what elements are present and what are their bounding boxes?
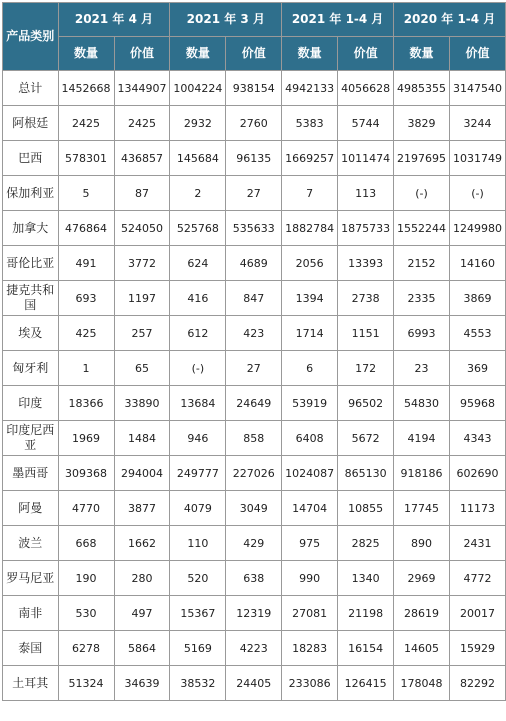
table-cell: 918186: [394, 456, 450, 491]
table-row: [3, 316, 506, 351]
table-cell: 54830: [394, 386, 450, 421]
table-cell: 2: [170, 176, 226, 211]
table-cell: 28619: [394, 596, 450, 631]
table-cell: 1031749: [449, 141, 505, 176]
table-cell: 11173: [449, 491, 505, 526]
table-cell: 4772: [449, 561, 505, 596]
table-cell: 425: [58, 316, 114, 351]
table-cell: 2425: [114, 106, 170, 141]
table-row: [3, 491, 506, 526]
table-cell: 4689: [226, 246, 282, 281]
table-cell: 1011474: [338, 141, 394, 176]
table-cell: 497: [114, 596, 170, 631]
table-cell: 1151: [338, 316, 394, 351]
table-cell: 602690: [449, 456, 505, 491]
table-cell: 14160: [449, 246, 505, 281]
row-label: 保加利亚: [3, 176, 59, 211]
table-cell: 2932: [170, 106, 226, 141]
header-qty: 数量: [282, 37, 338, 71]
table-cell: 975: [282, 526, 338, 561]
table-cell: 3244: [449, 106, 505, 141]
table-cell: 126415: [338, 666, 394, 701]
table-cell: (-): [394, 176, 450, 211]
table-cell: 530: [58, 596, 114, 631]
table-cell: 5744: [338, 106, 394, 141]
table-cell: 38532: [170, 666, 226, 701]
row-label: 阿曼: [3, 491, 59, 526]
table-cell: 172: [338, 351, 394, 386]
table-cell: 190: [58, 561, 114, 596]
row-label: 巴西: [3, 141, 59, 176]
table-cell: 4056628: [338, 71, 394, 106]
table-cell: 4553: [449, 316, 505, 351]
table-cell: 5672: [338, 421, 394, 456]
table-cell: 5: [58, 176, 114, 211]
table-cell: 2335: [394, 281, 450, 316]
table-cell: 1484: [114, 421, 170, 456]
table-row: [3, 421, 506, 456]
table-cell: 95968: [449, 386, 505, 421]
table-row: [3, 246, 506, 281]
table-cell: 6: [282, 351, 338, 386]
table-row: [3, 386, 506, 421]
table-cell: 1875733: [338, 211, 394, 246]
table-cell: 14704: [282, 491, 338, 526]
table-cell: 624: [170, 246, 226, 281]
header-qty: 数量: [58, 37, 114, 71]
table-cell: 65: [114, 351, 170, 386]
table-cell: 938154: [226, 71, 282, 106]
table-cell: 87: [114, 176, 170, 211]
table-cell: 233086: [282, 666, 338, 701]
trade-table: [2, 2, 506, 701]
table-cell: 82292: [449, 666, 505, 701]
table-cell: 5169: [170, 631, 226, 666]
table-cell: 2738: [338, 281, 394, 316]
table-cell: 294004: [114, 456, 170, 491]
header-period-3: 2021 年 1-4 月: [282, 3, 394, 37]
row-label: 加拿大: [3, 211, 59, 246]
table-cell: 4079: [170, 491, 226, 526]
table-cell: 18366: [58, 386, 114, 421]
table-cell: 4770: [58, 491, 114, 526]
row-label: 总计: [3, 71, 59, 106]
table-cell: 12319: [226, 596, 282, 631]
table-cell: 23: [394, 351, 450, 386]
table-cell: 6278: [58, 631, 114, 666]
table-cell: 21198: [338, 596, 394, 631]
table-cell: 847: [226, 281, 282, 316]
table-cell: 423: [226, 316, 282, 351]
table-cell: 1344907: [114, 71, 170, 106]
table-cell: 24649: [226, 386, 282, 421]
table-cell: 53919: [282, 386, 338, 421]
table-cell: 16154: [338, 631, 394, 666]
table-cell: 24405: [226, 666, 282, 701]
table-cell: 2425: [58, 106, 114, 141]
header-qty: 数量: [170, 37, 226, 71]
table-cell: 1340: [338, 561, 394, 596]
table-cell: 96135: [226, 141, 282, 176]
row-label: 阿根廷: [3, 106, 59, 141]
table-cell: 1249980: [449, 211, 505, 246]
table-cell: (-): [170, 351, 226, 386]
table-cell: 638: [226, 561, 282, 596]
table-cell: 13684: [170, 386, 226, 421]
table-cell: 110: [170, 526, 226, 561]
table-cell: 13393: [338, 246, 394, 281]
table-cell: 3869: [449, 281, 505, 316]
table-row: [3, 281, 506, 316]
table-cell: 5383: [282, 106, 338, 141]
header-val: 价值: [226, 37, 282, 71]
table-cell: 1197: [114, 281, 170, 316]
table-cell: 33890: [114, 386, 170, 421]
table-cell: 524050: [114, 211, 170, 246]
row-label: 泰国: [3, 631, 59, 666]
table-cell: 1552244: [394, 211, 450, 246]
row-label: 南非: [3, 596, 59, 631]
table-cell: 865130: [338, 456, 394, 491]
table-cell: 2197695: [394, 141, 450, 176]
table-cell: 96502: [338, 386, 394, 421]
table-cell: 27: [226, 176, 282, 211]
table-cell: 2825: [338, 526, 394, 561]
table-cell: 369: [449, 351, 505, 386]
header-period-4: 2020 年 1-4 月: [394, 3, 506, 37]
table-cell: 1882784: [282, 211, 338, 246]
table-row: [3, 456, 506, 491]
table-cell: 280: [114, 561, 170, 596]
table-cell: 535633: [226, 211, 282, 246]
table-cell: 693: [58, 281, 114, 316]
table-row: [3, 561, 506, 596]
table-row: [3, 211, 506, 246]
table-cell: 1714: [282, 316, 338, 351]
table-row: [3, 351, 506, 386]
header-period-2: 2021 年 3 月: [170, 3, 282, 37]
table-cell: 113: [338, 176, 394, 211]
table-cell: 2969: [394, 561, 450, 596]
table-cell: 1969: [58, 421, 114, 456]
table-cell: 668: [58, 526, 114, 561]
table-cell: 6408: [282, 421, 338, 456]
table-cell: 2056: [282, 246, 338, 281]
row-label: 墨西哥: [3, 456, 59, 491]
table-cell: 7: [282, 176, 338, 211]
table-cell: 14605: [394, 631, 450, 666]
row-label: 匈牙利: [3, 351, 59, 386]
header-val: 价值: [338, 37, 394, 71]
table-cell: 1452668: [58, 71, 114, 106]
table-cell: 257: [114, 316, 170, 351]
table-cell: 491: [58, 246, 114, 281]
table-cell: 4343: [449, 421, 505, 456]
table-cell: 4942133: [282, 71, 338, 106]
table-cell: 4194: [394, 421, 450, 456]
table-row: [3, 141, 506, 176]
table-cell: 10855: [338, 491, 394, 526]
table-cell: 612: [170, 316, 226, 351]
table-row: [3, 631, 506, 666]
table-cell: 858: [226, 421, 282, 456]
table-cell: 1394: [282, 281, 338, 316]
table-cell: 578301: [58, 141, 114, 176]
table-row: [3, 71, 506, 106]
table-row: [3, 106, 506, 141]
table-cell: 2152: [394, 246, 450, 281]
table-cell: 1669257: [282, 141, 338, 176]
table-cell: 178048: [394, 666, 450, 701]
table-cell: 6993: [394, 316, 450, 351]
table-body: [3, 71, 506, 701]
row-label: 土耳其: [3, 666, 59, 701]
header-val: 价值: [449, 37, 505, 71]
table-cell: 2760: [226, 106, 282, 141]
row-label: 捷克共和国: [3, 281, 59, 316]
table-cell: 27: [226, 351, 282, 386]
row-label: 印度尼西亚: [3, 421, 59, 456]
header-period-1: 2021 年 4 月: [58, 3, 170, 37]
table-cell: 3877: [114, 491, 170, 526]
table-cell: 17745: [394, 491, 450, 526]
row-label: 罗马尼亚: [3, 561, 59, 596]
table-cell: 249777: [170, 456, 226, 491]
table-cell: 20017: [449, 596, 505, 631]
table-cell: 3829: [394, 106, 450, 141]
table-cell: 1: [58, 351, 114, 386]
table-cell: 15929: [449, 631, 505, 666]
table-cell: 27081: [282, 596, 338, 631]
header-val: 价值: [114, 37, 170, 71]
row-label: 哥伦比亚: [3, 246, 59, 281]
table-cell: 429: [226, 526, 282, 561]
row-label: 波兰: [3, 526, 59, 561]
table-cell: 4223: [226, 631, 282, 666]
table-cell: 1024087: [282, 456, 338, 491]
table-cell: 3772: [114, 246, 170, 281]
table-row: [3, 596, 506, 631]
table-cell: 3049: [226, 491, 282, 526]
table-cell: 18283: [282, 631, 338, 666]
table-cell: 4985355: [394, 71, 450, 106]
table-cell: 946: [170, 421, 226, 456]
table-cell: 2431: [449, 526, 505, 561]
table-cell: (-): [449, 176, 505, 211]
table-cell: 309368: [58, 456, 114, 491]
table-cell: 416: [170, 281, 226, 316]
header-qty: 数量: [394, 37, 450, 71]
table-header: [3, 3, 506, 71]
table-cell: 227026: [226, 456, 282, 491]
table-row: [3, 526, 506, 561]
table-cell: 890: [394, 526, 450, 561]
table-cell: 436857: [114, 141, 170, 176]
table-cell: 1662: [114, 526, 170, 561]
table-cell: 15367: [170, 596, 226, 631]
row-label: 埃及: [3, 316, 59, 351]
header-category: 产品类别: [3, 3, 59, 71]
row-label: 印度: [3, 386, 59, 421]
table-cell: 525768: [170, 211, 226, 246]
table-cell: 145684: [170, 141, 226, 176]
table-cell: 476864: [58, 211, 114, 246]
table-cell: 990: [282, 561, 338, 596]
table-cell: 51324: [58, 666, 114, 701]
table-cell: 5864: [114, 631, 170, 666]
table-row: [3, 176, 506, 211]
table-cell: 34639: [114, 666, 170, 701]
table-cell: 520: [170, 561, 226, 596]
table-cell: 1004224: [170, 71, 226, 106]
table-row: [3, 666, 506, 701]
table-cell: 3147540: [449, 71, 505, 106]
